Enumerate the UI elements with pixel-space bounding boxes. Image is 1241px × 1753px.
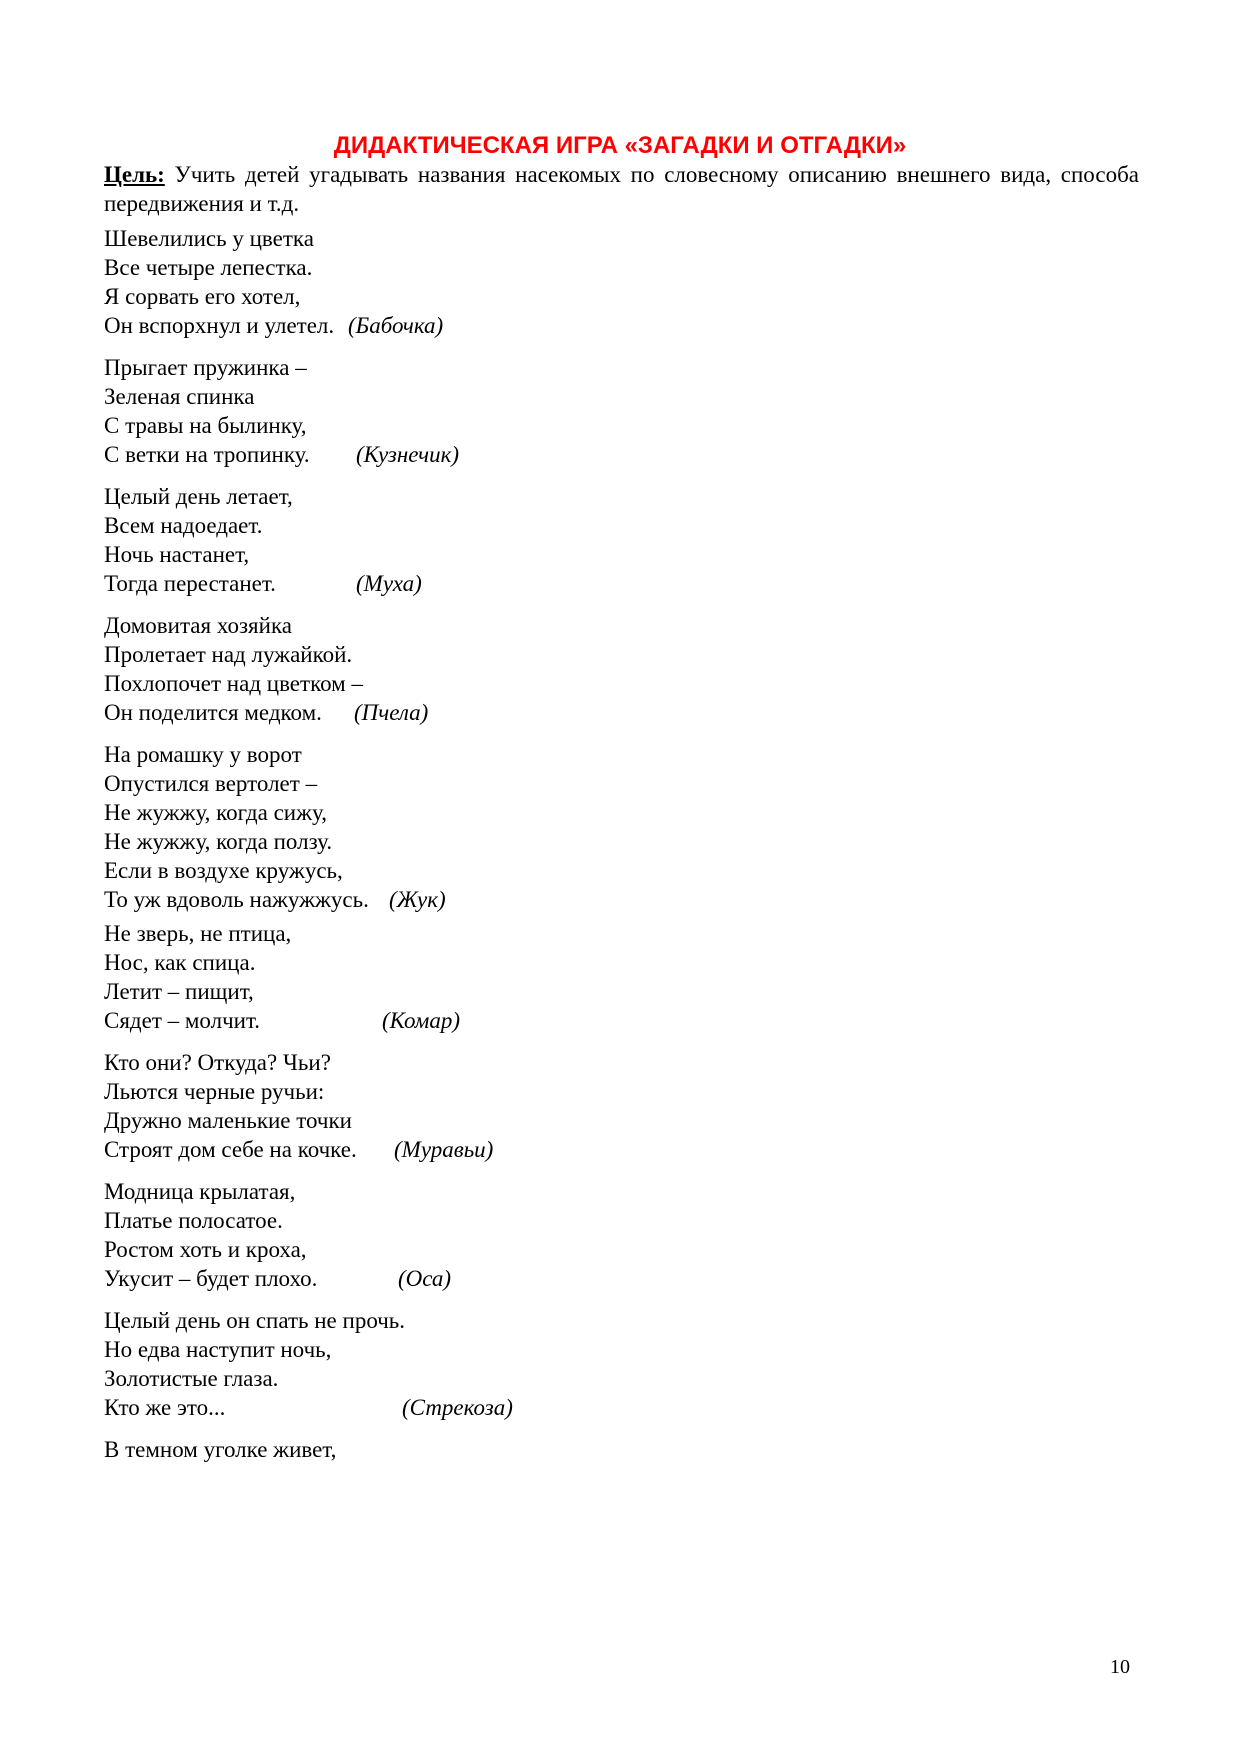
riddle-line-text: С ветки на тропинку. (104, 442, 310, 467)
riddle-line (104, 1077, 804, 1106)
riddle (104, 482, 804, 598)
riddle-line-text: Платье полосатое. (104, 1208, 283, 1233)
riddle-line (104, 1364, 804, 1393)
riddle-line (104, 411, 804, 440)
riddle-answer: (Пчела) (354, 700, 429, 725)
riddle-line-text: Я сорвать его хотел, (104, 284, 301, 309)
riddle-line-text: То уж вдоволь нажужжусь. (104, 887, 369, 912)
riddle-line-text: Дружно маленькие точки (104, 1108, 352, 1133)
riddle-line-text: Строят дом себе на кочке. (104, 1137, 357, 1162)
riddle (104, 1306, 804, 1422)
riddle-line (104, 282, 804, 311)
riddle-line (104, 1335, 804, 1364)
riddle-line (104, 1393, 804, 1422)
riddle-line (104, 948, 804, 977)
riddle-line (104, 740, 804, 769)
riddle-line (104, 1135, 804, 1164)
riddle-answer: (Кузнечик) (356, 442, 460, 467)
riddle-line (104, 698, 804, 727)
riddle-line-text: Нос, как спица. (104, 950, 256, 975)
riddle-line-text: Не зверь, не птица, (104, 921, 292, 946)
riddle-line (104, 1106, 804, 1135)
riddle-line (104, 540, 804, 569)
riddle-line-text: Кто они? Откуда? Чьи? (104, 1050, 331, 1075)
riddle-line-text: Если в воздухе кружусь, (104, 858, 343, 883)
riddle-line (104, 1048, 804, 1077)
riddle-line (104, 569, 804, 598)
riddle-answer: (Муха) (356, 571, 422, 596)
riddle-line (104, 611, 804, 640)
riddle-line (104, 1177, 804, 1206)
riddle-line (104, 798, 804, 827)
riddle-answer: (Бабочка) (348, 313, 444, 338)
riddle-answer: (Жук) (389, 887, 446, 912)
riddle (104, 740, 804, 914)
riddle-line (104, 253, 804, 282)
riddle-line (104, 1206, 804, 1235)
riddle-line-text: На ромашку у ворот (104, 742, 302, 767)
riddle-line-text: С травы на былинку, (104, 413, 307, 438)
riddle-line (104, 1235, 804, 1264)
riddle-line (104, 977, 804, 1006)
riddle-line-text: Целый день летает, (104, 484, 293, 509)
riddle (104, 919, 804, 1035)
riddle-line-text: Он поделится медком. (104, 700, 322, 725)
riddle-line-text: Ростом хоть и кроха, (104, 1237, 307, 1262)
riddle (104, 353, 804, 469)
riddle-line-text: Сядет – молчит. (104, 1008, 261, 1033)
riddle (104, 1177, 804, 1293)
riddle-line-text: Прыгает пружинка – (104, 355, 307, 380)
riddle-line-text: Опустился вертолет – (104, 771, 318, 796)
riddle-line (104, 827, 804, 856)
riddle-line-text: Летит – пищит, (104, 979, 254, 1004)
riddle-line (104, 511, 804, 540)
riddle-line (104, 885, 804, 914)
riddle (104, 1048, 804, 1164)
riddle (104, 611, 804, 727)
riddle-line (104, 856, 804, 885)
riddle-line (104, 1306, 804, 1335)
goal-paragraph (104, 160, 1139, 218)
riddle-line-text: Льются черные ручьи: (104, 1079, 325, 1104)
riddle-line-text: Тогда перестанет. (104, 571, 276, 596)
riddle-line (104, 482, 804, 511)
riddle-line-text: Он вспорхнул и улетел. (104, 313, 335, 338)
riddle-line-text: Всем надоедает. (104, 513, 263, 538)
riddle-line-text: Модница крылатая, (104, 1179, 296, 1204)
riddle-line (104, 353, 804, 382)
riddle-line (104, 224, 804, 253)
riddle-line-text: Пролетает над лужайкой. (104, 642, 353, 667)
riddle-line-text: Зеленая спинка (104, 384, 255, 409)
riddle-answer: (Комар) (382, 1008, 461, 1033)
riddle-line-text: Но едва наступит ночь, (104, 1337, 332, 1362)
riddle-answer: (Оса) (398, 1266, 452, 1291)
riddle-line (104, 640, 804, 669)
riddle-line-text: Не жужжу, когда ползу. (104, 829, 333, 854)
riddle-line-text: Кто же это... (104, 1395, 226, 1420)
riddle-line-text: Похлопочет над цветком – (104, 671, 363, 696)
goal-label: Цель: (104, 162, 165, 187)
page-title: ДИДАКТИЧЕСКАЯ ИГРА «ЗАГАДКИ И ОТГАДКИ» (333, 132, 907, 159)
riddle-answer: (Муравьи) (394, 1137, 494, 1162)
riddle-line-text: Ночь настанет, (104, 542, 250, 567)
riddle-line (104, 669, 804, 698)
riddle (104, 1435, 804, 1464)
riddle (104, 224, 804, 340)
riddle-line-text: Золотистые глаза. (104, 1366, 279, 1391)
riddle-line (104, 1006, 804, 1035)
riddle-line (104, 382, 804, 411)
riddle-line-text: Укусит – будет плохо. (104, 1266, 318, 1291)
riddle-line-text: Все четыре лепестка. (104, 255, 313, 280)
riddle-line (104, 1435, 804, 1464)
riddle-line-text: Домовитая хозяйка (104, 613, 292, 638)
riddle-line (104, 1264, 804, 1293)
riddle-line (104, 919, 804, 948)
goal-text: Учить детей угадывать названия насекомых по словесному описанию внешнего вида, способа передвижения и т.д. (104, 162, 1139, 216)
riddle-answer: (Стрекоза) (402, 1395, 513, 1420)
riddle-line-text: Не жужжу, когда сижу, (104, 800, 327, 825)
riddle-line-text: Целый день он спать не прочь. (104, 1308, 406, 1333)
riddle-line (104, 440, 804, 469)
riddle-line-text: В темном уголке живет, (104, 1437, 337, 1462)
riddle-line (104, 311, 804, 340)
page-number: 10 (1110, 1656, 1130, 1678)
riddle-line (104, 769, 804, 798)
riddle-line-text: Шевелились у цветка (104, 226, 314, 251)
